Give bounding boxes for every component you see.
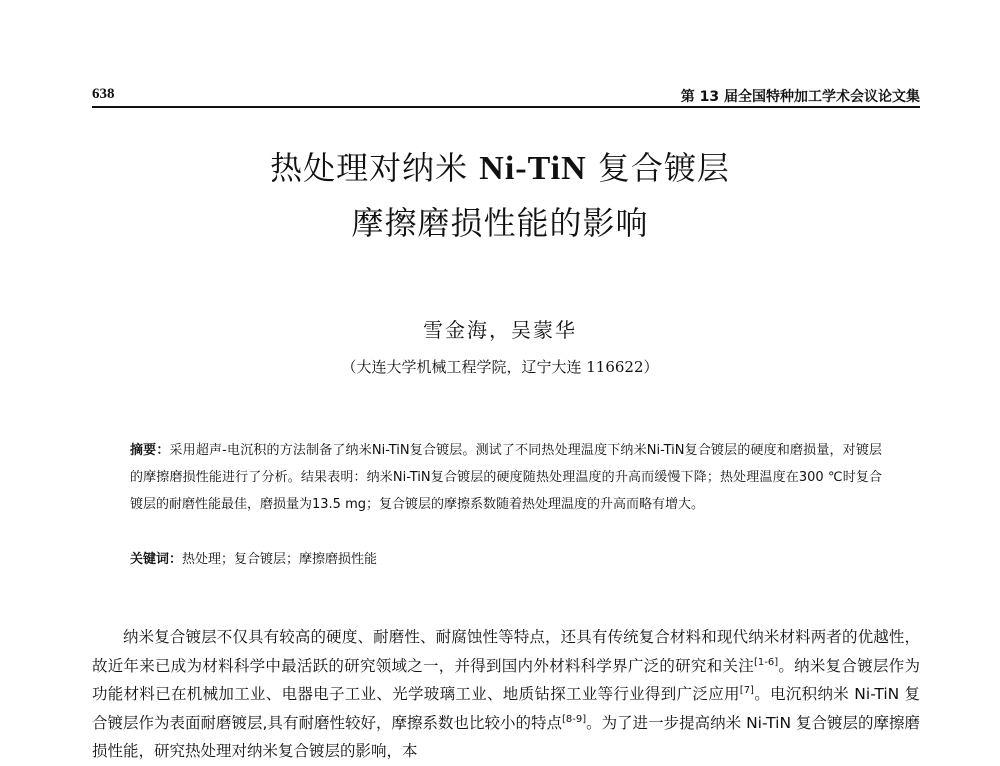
abstract-label: 摘要： [130, 443, 170, 458]
title-prefix: 热处理对纳米 [270, 149, 480, 187]
header-rule [92, 106, 920, 108]
affiliation: （大连大学机械工程学院，辽宁大连 116622） [341, 358, 659, 376]
keywords-label: 关键词： [130, 552, 183, 567]
body-text-part: 。为了进一步提高纳米 Ni-TiN 复合镀层的摩擦磨损性能，研究热处理对纳米复合镀层的影响，本 [92, 713, 920, 760]
keywords-text: 热处理；复合镀层；摩擦磨损性能 [182, 552, 378, 567]
body-text-part: 。电沉积纳米 Ni-TiN 复合镀层作为表面耐磨镀层,具有耐磨性较好，摩擦系数也比较小的特点 [92, 685, 920, 732]
keywords [130, 546, 882, 573]
author-list: 雪金海，吴蒙华 [423, 318, 577, 342]
citation: [8-9] [562, 713, 587, 725]
paper-title-line2: 摩擦磨损性能的影响 [351, 204, 649, 242]
journal-title: 第 13 届全国特种加工学术会议论文集 [680, 89, 920, 105]
citation: [7] [739, 685, 754, 696]
body-text-part: 。纳米复合镀层作为功能材料已在机械加工业、电器电子工业、光学玻璃工业、地质钻探工业等行业得到广泛应用 [92, 656, 920, 703]
title-suffix: 复合镀层 [586, 149, 730, 187]
citation: [1-6] [753, 656, 779, 668]
body-paragraph [92, 623, 920, 766]
running-header [92, 86, 920, 106]
body-text [92, 623, 920, 766]
abstract [130, 437, 882, 518]
page-number: 638 [92, 86, 115, 102]
body-text-part: 纳米复合镀层不仅具有较高的硬度、耐磨性、耐腐蚀性等特点，还具有传统复合材料和现代纳米材料两者的优越性，故近年来已成为材料科学中最活跃的研究领域之一，并得到国内外材料科学界广泛的研究和关注 [92, 628, 920, 675]
title-material: Ni-TiN [479, 150, 587, 187]
paper-title-line1 [0, 143, 1000, 189]
abstract-text: 采用超声-电沉积的方法制备了纳米Ni-TiN复合镀层。测试了不同热处理温度下纳米Ni-TiN复合镀层的硬度和磨损量，对镀层的摩擦磨损性能进行了分析。结果表明：纳米Ni-TiN复合镀层的硬度随热处理温度的升高而缓慢下降；热处理温度在300 ℃时复合镀层的耐磨性能最佳，磨损量为13.5 mg；复合镀层的摩擦系数随着热处理温度的升高而略有增大。 [130, 443, 882, 512]
